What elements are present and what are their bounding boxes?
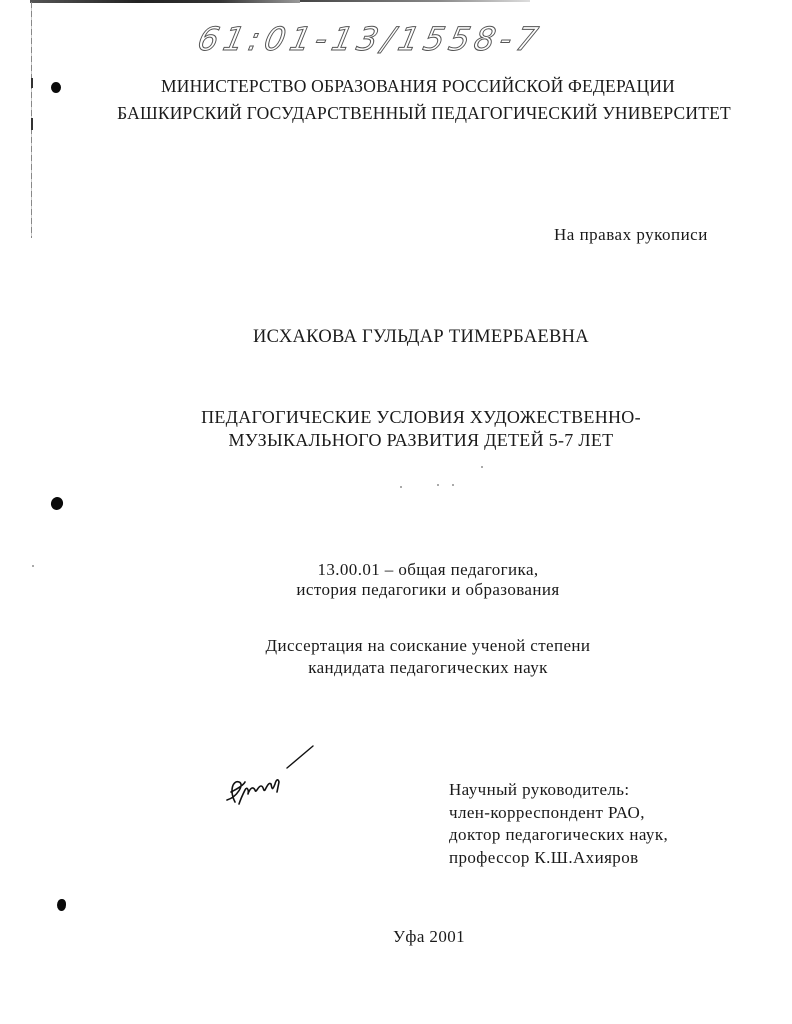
scan-speck — [437, 484, 439, 486]
dissertation-title-line-1: ПЕДАГОГИЧЕСКИЕ УСЛОВИЯ ХУДОЖЕСТВЕННО- — [201, 407, 641, 427]
scan-edge-top — [30, 0, 300, 3]
archive-number-handwritten: 61:01-13/1558-7 — [194, 20, 547, 58]
author-name: ИСХАКОВА ГУЛЬДАР ТИМЕРБАЕВНА — [253, 327, 589, 347]
supervisor-name: профессор К.Ш.Ахияров — [449, 847, 639, 867]
manuscript-rights-note: На правах рукописи — [554, 225, 708, 244]
place-and-year: Уфа 2001 — [392, 927, 466, 946]
dissertation-title-line-2: МУЗЫКАЛЬНОГО РАЗВИТИЯ ДЕТЕЙ 5-7 ЛЕТ — [228, 430, 614, 450]
supervisor-title-2: доктор педагогических наук, — [449, 825, 669, 844]
supervisor-label: Научный руководитель: — [449, 780, 630, 799]
scan-speck — [452, 484, 454, 486]
specialty-code-line-1: 13.00.01 – общая педагогика, — [317, 560, 539, 579]
university-heading: БАШКИРСКИЙ ГОСУДАРСТВЕННЫЙ ПЕДАГОГИЧЕСКИЙ УНИВЕРСИТЕТ — [117, 103, 731, 123]
scan-edge-top-fade — [300, 0, 530, 2]
ministry-heading: МИНИСТЕРСТВО ОБРАЗОВАНИЯ РОССИЙСКОЙ ФЕДЕРАЦИИ — [160, 76, 675, 96]
degree-statement-line-2: кандидата педагогических наук — [308, 658, 548, 677]
punch-hole-mark — [49, 495, 65, 511]
author-signature-icon — [215, 742, 325, 822]
supervisor-block — [449, 779, 668, 869]
specialty-code-line-2: история педагогики и образования — [296, 580, 560, 599]
scan-speck — [400, 486, 402, 488]
degree-statement-line-1: Диссертация на соискание ученой степени — [265, 636, 591, 655]
scan-speck — [481, 466, 483, 468]
supervisor-title-1: член-корреспондент РАО, — [449, 802, 645, 822]
punch-hole-mark — [57, 899, 66, 911]
